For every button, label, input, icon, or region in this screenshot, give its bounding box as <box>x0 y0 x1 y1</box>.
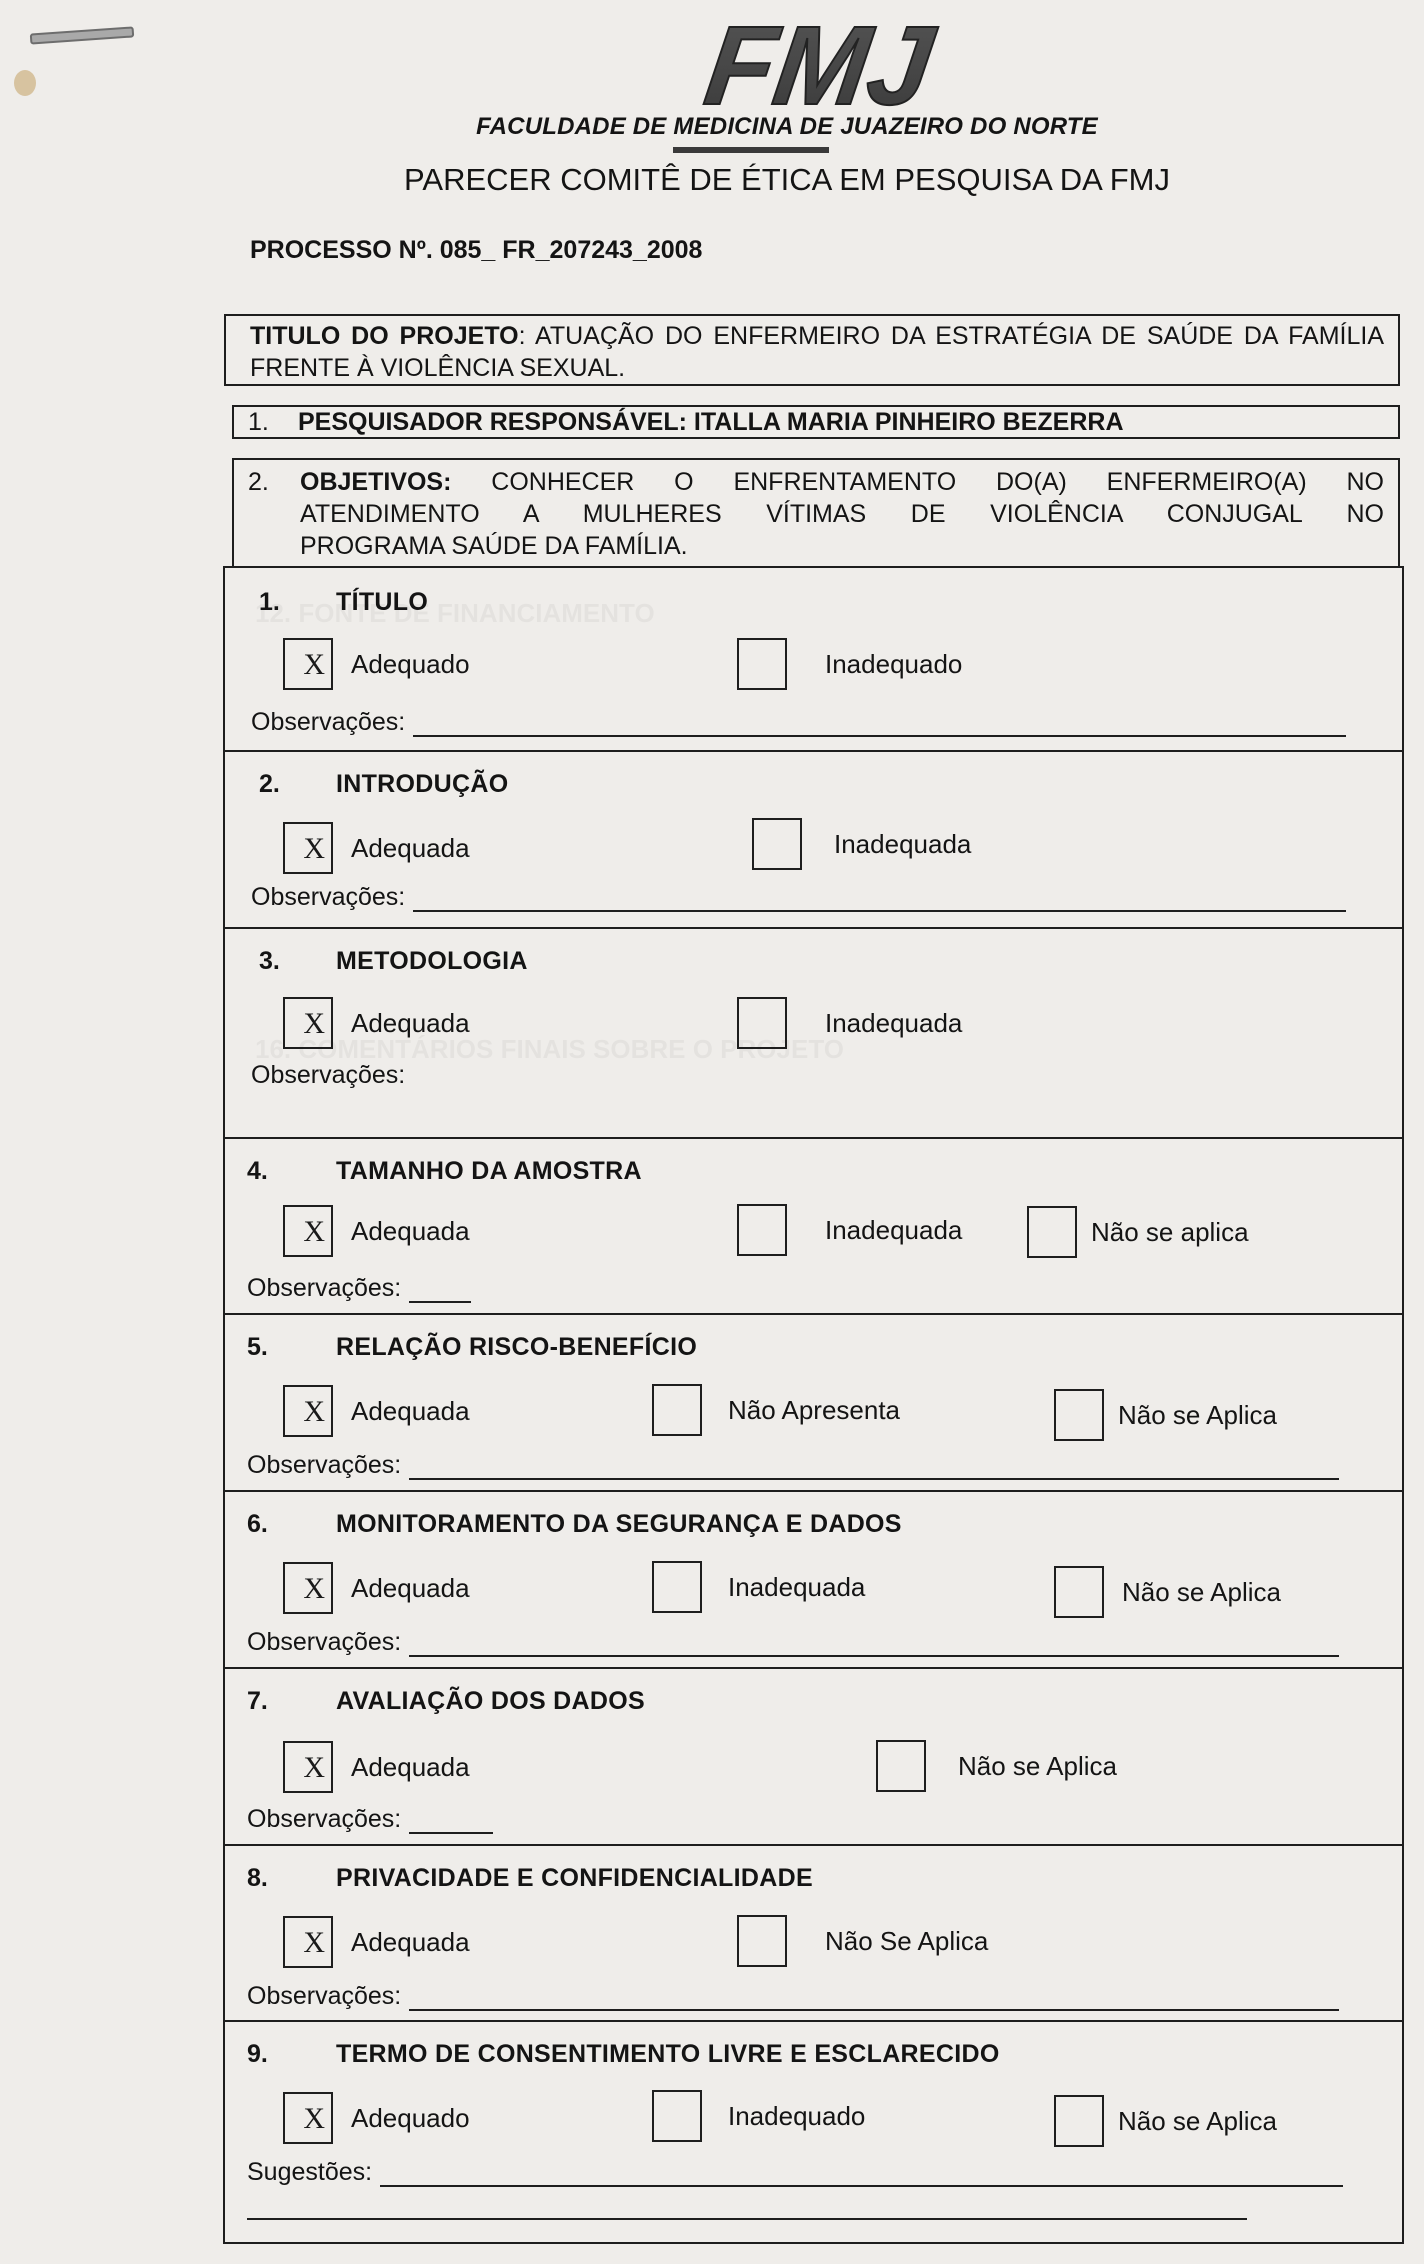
section-heading: TAMANHO DA AMOSTRA <box>336 1157 642 1185</box>
option-label: Não se Aplica <box>958 1750 1117 1781</box>
objectives-line-3: PROGRAMA SAÚDE DA FAMÍLIA. <box>300 532 688 560</box>
option-label: Não se Aplica <box>1118 1399 1277 1430</box>
option-inadequado[interactable] <box>652 2090 865 2142</box>
observations-label: Observações: <box>247 1982 402 2010</box>
observations-field[interactable] <box>251 883 1346 912</box>
option-inadequada[interactable] <box>652 1561 865 1613</box>
x-mark-icon: X <box>303 1395 325 1428</box>
observations-line[interactable] <box>413 713 1346 737</box>
checkbox-checked[interactable] <box>283 1741 333 1793</box>
checkbox-checked[interactable] <box>283 1916 333 1968</box>
objectives-label: OBJETIVOS: <box>300 468 452 496</box>
observations-label: Observações: <box>251 1061 406 1089</box>
checkbox-checked[interactable] <box>283 1562 333 1614</box>
section-number: 3. <box>259 947 280 975</box>
suggestions-line[interactable] <box>380 2163 1343 2187</box>
option-label: Adequada <box>351 1007 470 1038</box>
checkbox-unchecked[interactable] <box>737 997 787 1049</box>
fmj-logo-graphic <box>674 16 954 116</box>
section-monitoramento <box>225 1492 1402 1669</box>
x-mark-icon: X <box>303 832 325 865</box>
section-avaliacao-dados <box>225 1669 1402 1846</box>
option-adequado[interactable] <box>283 638 470 690</box>
option-label: Inadequada <box>834 828 972 859</box>
staple-mark <box>30 26 135 44</box>
option-label: Adequada <box>351 1572 470 1603</box>
x-mark-icon: X <box>303 648 325 681</box>
section-number: 1. <box>259 588 280 616</box>
section-number: 8. <box>247 1864 268 1892</box>
document-title: PARECER COMITÊ DE ÉTICA EM PESQUISA DA FMJ <box>404 162 1170 197</box>
section-number: 4. <box>247 1157 268 1185</box>
option-label: Inadequado <box>825 648 963 679</box>
checkbox-checked[interactable] <box>283 638 333 690</box>
option-nao-se-aplica[interactable] <box>876 1740 1117 1792</box>
observations-label: Observações: <box>251 708 406 736</box>
option-label: Adequada <box>351 1751 470 1782</box>
option-label: Adequada <box>351 1215 470 1246</box>
section-heading: TERMO DE CONSENTIMENTO LIVRE E ESCLARECIDO <box>336 2040 1000 2068</box>
observations-line[interactable] <box>409 1456 1339 1480</box>
section-introducao <box>225 752 1402 929</box>
project-title-value: : ATUAÇÃO DO ENFERMEIRO DA ESTRATÉGIA DE SAÚDE DA FAMÍLIA FRENTE À VIOLÊNCIA SEXUAL. <box>250 322 1384 382</box>
section-risco-beneficio <box>225 1315 1402 1492</box>
checkbox-unchecked[interactable] <box>1054 2095 1104 2147</box>
observations-field[interactable] <box>247 1451 1339 1480</box>
suggestions-label: Sugestões: <box>247 2158 373 2186</box>
observations-label: Observações: <box>251 883 406 911</box>
observations-field[interactable] <box>251 1061 405 1090</box>
option-label: Inadequada <box>825 1007 963 1038</box>
option-nao-se-aplica[interactable] <box>1054 1566 1281 1618</box>
observations-label: Observações: <box>247 1805 402 1833</box>
header-divider <box>673 147 829 153</box>
option-label: Adequada <box>351 1926 470 1957</box>
x-mark-icon: X <box>303 1926 325 1959</box>
checkbox-unchecked[interactable] <box>1027 1206 1077 1258</box>
paper-stain <box>14 70 36 96</box>
option-adequada[interactable] <box>283 1916 470 1968</box>
observations-label: Observações: <box>247 1451 402 1479</box>
section-heading: TÍTULO <box>336 588 429 616</box>
option-label: Inadequado <box>728 2100 866 2131</box>
checkbox-unchecked[interactable] <box>652 1561 702 1613</box>
section-privacidade <box>225 1846 1402 2022</box>
checkbox-unchecked[interactable] <box>652 1384 702 1436</box>
option-inadequada[interactable] <box>737 1204 962 1256</box>
section-heading: AVALIAÇÃO DOS DADOS <box>336 1687 645 1715</box>
x-mark-icon: X <box>303 1215 325 1248</box>
section-number: 9. <box>247 2040 268 2068</box>
section-heading: PRIVACIDADE E CONFIDENCIALIDADE <box>336 1864 813 1892</box>
option-adequada[interactable] <box>283 1385 470 1437</box>
option-nao-apresenta[interactable] <box>652 1384 900 1436</box>
suggestions-field[interactable] <box>247 2158 1343 2187</box>
option-label: Não Apresenta <box>728 1394 901 1425</box>
checkbox-unchecked[interactable] <box>737 1915 787 1967</box>
fmj-logo <box>674 16 954 116</box>
checkbox-unchecked[interactable] <box>752 818 802 870</box>
option-nao-se-aplica[interactable] <box>1027 1206 1249 1258</box>
option-label: Adequado <box>351 2102 470 2133</box>
option-nao-se-aplica[interactable] <box>1054 1389 1277 1441</box>
option-nao-se-aplica[interactable] <box>1054 2095 1277 2147</box>
option-label: Inadequada <box>728 1571 866 1602</box>
process-number: PROCESSO Nº. 085_ FR_207243_2008 <box>250 236 703 264</box>
suggestions-line-2[interactable] <box>247 2218 1247 2220</box>
section-metodologia <box>225 929 1402 1139</box>
section-heading: INTRODUÇÃO <box>336 770 509 798</box>
option-adequada[interactable] <box>283 1562 470 1614</box>
option-adequado[interactable] <box>283 2092 470 2144</box>
checkbox-unchecked[interactable] <box>1054 1389 1104 1441</box>
section-heading: MONITORAMENTO DA SEGURANÇA E DADOS <box>336 1510 902 1538</box>
section-titulo <box>225 568 1402 752</box>
observations-field[interactable] <box>247 1628 1339 1657</box>
option-label: Inadequada <box>825 1214 963 1245</box>
project-title-box <box>224 314 1400 386</box>
logo-text: FMJ <box>698 16 940 116</box>
option-adequada[interactable] <box>283 997 470 1049</box>
section-number: 2. <box>259 770 280 798</box>
project-title-label: TITULO DO PROJETO <box>250 322 519 350</box>
option-label: Não se Aplica <box>1122 1576 1281 1607</box>
option-label: Não se Aplica <box>1118 2105 1277 2136</box>
checkbox-checked[interactable] <box>283 997 333 1049</box>
option-label: Não se aplica <box>1091 1216 1249 1247</box>
observations-label: Observações: <box>247 1628 402 1656</box>
checkbox-checked[interactable] <box>283 822 333 874</box>
x-mark-icon: X <box>303 1572 325 1605</box>
checkbox-unchecked[interactable] <box>737 1204 787 1256</box>
option-adequada[interactable] <box>283 1741 470 1793</box>
observations-line[interactable] <box>409 1810 493 1834</box>
observations-line[interactable] <box>409 1633 1339 1657</box>
option-adequada[interactable] <box>283 822 470 874</box>
x-mark-icon: X <box>303 1751 325 1784</box>
researcher-number: 1. <box>248 408 269 436</box>
observations-field[interactable] <box>251 708 1346 737</box>
section-tamanho-amostra <box>225 1139 1402 1315</box>
observations-field[interactable] <box>247 1982 1339 2011</box>
x-mark-icon: X <box>303 1007 325 1040</box>
checkbox-checked[interactable] <box>283 1205 333 1257</box>
evaluation-form <box>223 566 1404 2244</box>
objectives-line-1: CONHECER O ENFRENTAMENTO DO(A) ENFERMEIRO(A) NO <box>491 468 1384 496</box>
section-number: 6. <box>247 1510 268 1538</box>
checkbox-unchecked[interactable] <box>652 2090 702 2142</box>
observations-field[interactable] <box>247 1805 493 1834</box>
x-mark-icon: X <box>303 2102 325 2135</box>
researcher-box <box>232 405 1400 439</box>
checkbox-unchecked[interactable] <box>737 638 787 690</box>
option-adequada[interactable] <box>283 1205 470 1257</box>
section-number: 5. <box>247 1333 268 1361</box>
objectives-number: 2. <box>248 468 269 496</box>
observations-line[interactable] <box>409 1279 471 1303</box>
observations-field[interactable] <box>247 1274 471 1303</box>
option-nao-se-aplica[interactable] <box>737 1915 988 1967</box>
researcher-name: PESQUISADOR RESPONSÁVEL: ITALLA MARIA PINHEIRO BEZERRA <box>298 408 1124 436</box>
objectives-line-2: ATENDIMENTO A MULHERES VÍTIMAS DE VIOLÊNCIA CONJUGAL NO <box>300 500 1384 528</box>
section-heading: RELAÇÃO RISCO-BENEFÍCIO <box>336 1333 698 1361</box>
option-label: Adequada <box>351 832 470 863</box>
section-heading: METODOLOGIA <box>336 947 528 975</box>
checkbox-unchecked[interactable] <box>1054 1566 1104 1618</box>
checkbox-checked[interactable] <box>283 1385 333 1437</box>
option-inadequada[interactable] <box>752 818 971 870</box>
checkbox-unchecked[interactable] <box>876 1740 926 1792</box>
option-label: Não Se Aplica <box>825 1925 989 1956</box>
institution-name: FACULDADE DE MEDICINA DE JUAZEIRO DO NORTE <box>476 113 1098 140</box>
option-inadequada[interactable] <box>737 997 962 1049</box>
observations-line[interactable] <box>409 1987 1339 2011</box>
observations-label: Observações: <box>247 1274 402 1302</box>
objectives-box <box>232 458 1400 568</box>
option-label: Adequada <box>351 1395 470 1426</box>
option-label: Adequado <box>351 648 470 679</box>
section-number: 7. <box>247 1687 268 1715</box>
section-tcle <box>225 2022 1402 2244</box>
option-inadequado[interactable] <box>737 638 962 690</box>
observations-line[interactable] <box>413 888 1346 912</box>
checkbox-checked[interactable] <box>283 2092 333 2144</box>
